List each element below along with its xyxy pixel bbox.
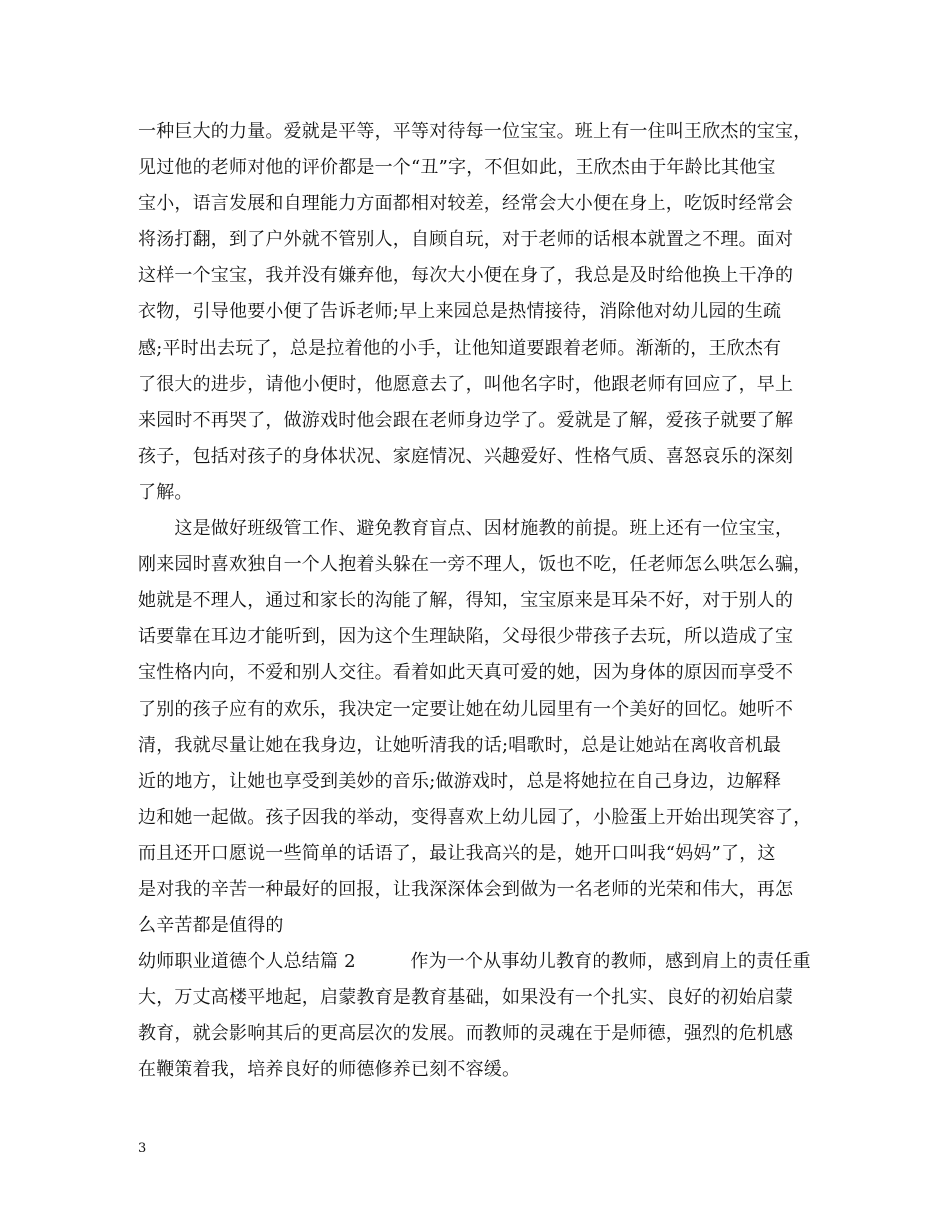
text-line: 近的地方，让她也享受到美妙的音乐;做游戏时，总是将她拉在自己身边，边解释 <box>138 770 782 792</box>
text-line: 将汤打翻，到了户外就不管别人，自顾自玩，对于老师的话根本就置之不理。面对 <box>138 229 794 251</box>
text-line: 这样一个宝宝，我并没有嫌弃他，每次大小便在身了，我总是及时给他换上干净的 <box>138 265 794 287</box>
text-line: 了解。 <box>138 481 193 503</box>
section-heading-line: 幼师职业道德个人总结篇 2 作为一个从事幼儿教育的教师，感到肩上的责任重 <box>138 951 811 973</box>
text-line: 衣物，引导他要小便了告诉老师;早上来园总是热情接待，消除他对幼儿园的生疏 <box>138 301 782 323</box>
text-line: 话要靠在耳边才能听到，因为这个生理缺陷，父母很少带孩子去玩，所以造成了宝 <box>138 626 794 648</box>
body-text <box>138 114 838 1089</box>
text-line: 她就是不理人，通过和家长的沟能了解，得知，宝宝原来是耳朵不好，对于别人的 <box>138 590 794 612</box>
text-line: 来园时不再哭了，做游戏时他会跟在老师身边学了。爱就是了解，爱孩子就要了解 <box>138 409 794 431</box>
text-line: 边和她一起做。孩子因我的举动，变得喜欢上幼儿园了，小脸蛋上开始出现笑容了， <box>138 806 812 828</box>
text-line: 刚来园时喜欢独自一个人抱着头躲在一旁不理人，饭也不吃，任老师怎么哄怎么骗， <box>138 554 812 576</box>
text-line: 这是做好班级管工作、避免教育盲点、因材施教的前提。班上还有一位宝宝， <box>138 518 794 540</box>
text-line: 清，我就尽量让她在我身边，让她听清我的话;唱歌时，总是让她站在离收音机最 <box>138 734 782 756</box>
text-line: 教育，就会影响其后的更高层次的发展。而教师的灵魂在于是师德，强烈的危机感 <box>138 1023 794 1045</box>
text-line: 一种巨大的力量。爱就是平等，平等对待每一位宝宝。班上有一住叫王欣杰的宝宝， <box>138 121 812 142</box>
text-line: 了很大的进步，请他小便时，他愿意去了，叫他名字时，他跟老师有回应了，早上 <box>138 373 794 395</box>
text-line: 孩子，包括对孩子的身体状况、家庭情况、兴趣爱好、性格气质、喜怒哀乐的深刻 <box>138 445 794 467</box>
text-line: 而且还开口愿说一些简单的话语了，最让我高兴的是，她开口叫我“妈妈”了，这 <box>138 842 776 864</box>
text-line: 是对我的辛苦一种最好的回报，让我深深体会到做为一名老师的光荣和伟大，再怎 <box>138 878 794 900</box>
text-line: 宝小，语言发展和自理能力方面都相对较差，经常会大小便在身上，吃饭时经常会 <box>138 193 794 215</box>
text-line: 大，万丈高楼平地起，启蒙教育是教育基础，如果没有一个扎实、良好的初始启蒙 <box>138 987 794 1009</box>
text-line: 在鞭策着我，培养良好的师德修养已刻不容缓。 <box>138 1059 521 1081</box>
text-line: 感;平时出去玩了，总是拉着他的小手，让他知道要跟着老师。渐渐的，王欣杰有 <box>138 337 782 359</box>
page-number: 3 <box>138 1141 147 1156</box>
text-line: 宝性格内向，不爱和别人交往。看着如此天真可爱的她，因为身体的原因而享受不 <box>138 662 794 684</box>
text-line: 了别的孩子应有的欢乐，我决定一定要让她在幼儿园里有一个美好的回忆。她听不 <box>138 698 794 720</box>
text-line: 么辛苦都是值得的 <box>138 915 284 937</box>
text-line: 见过他的老师对他的评价都是一个“丑”字，不但如此，王欣杰由于年龄比其他宝 <box>138 157 776 179</box>
